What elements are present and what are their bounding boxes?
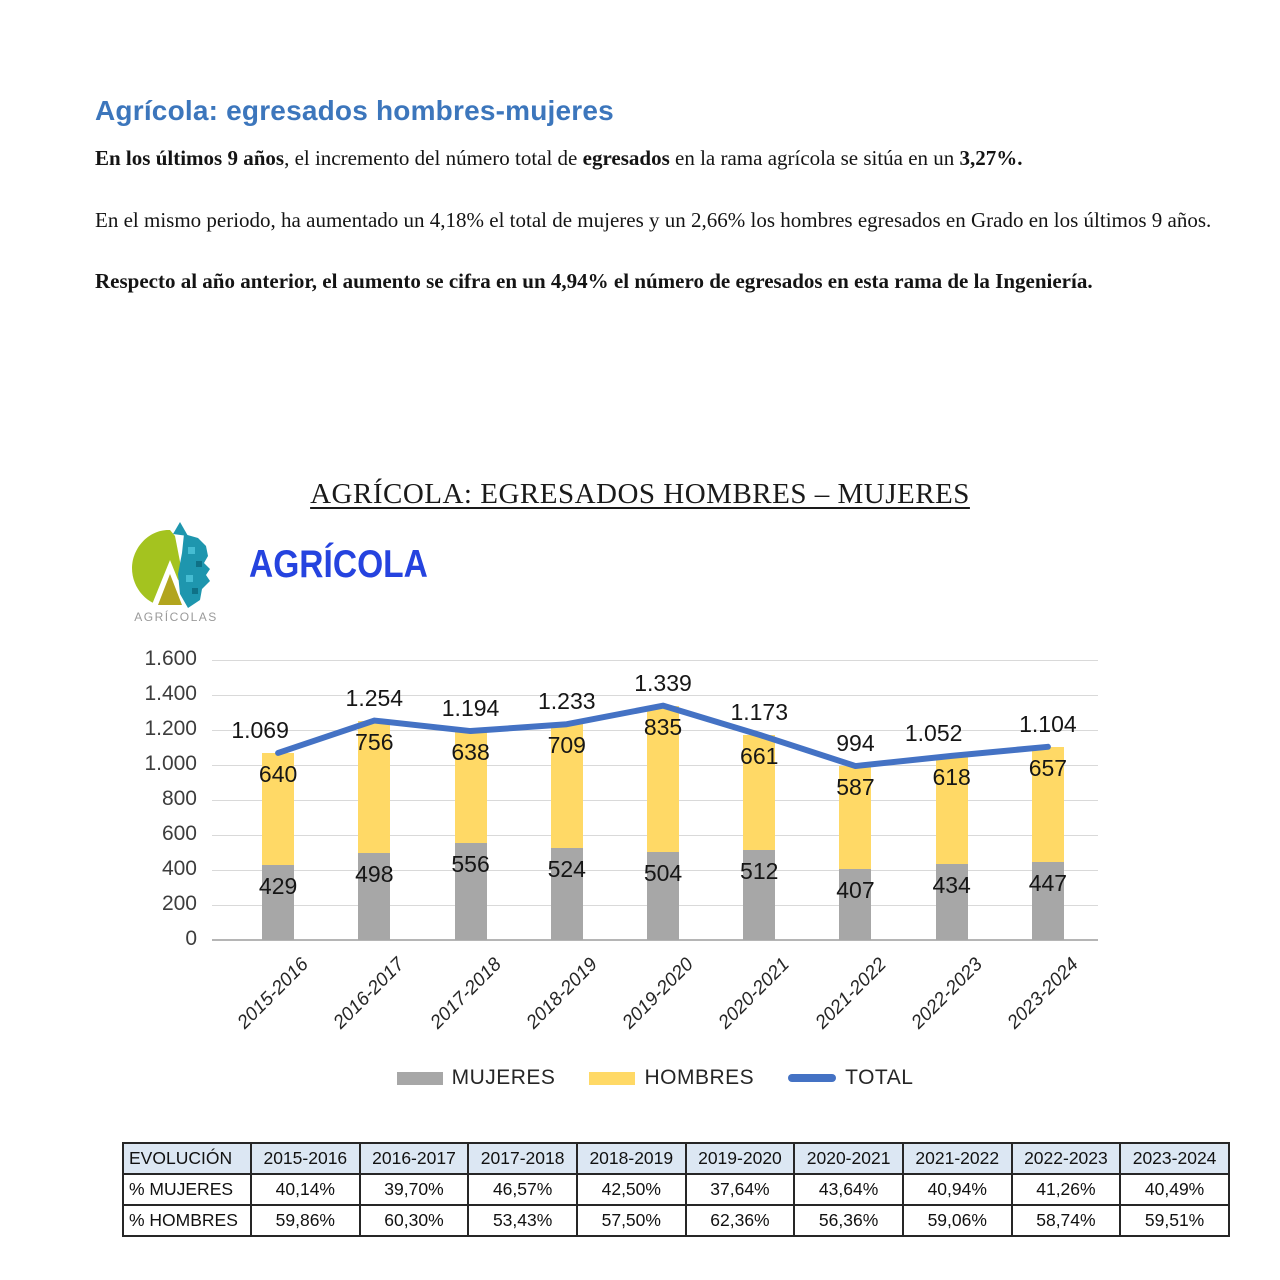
table-header-cell: 2018-2019 xyxy=(577,1143,686,1174)
table-cell: 42,50% xyxy=(577,1174,686,1205)
table-cell: 59,51% xyxy=(1120,1205,1229,1236)
legend-item-total xyxy=(788,1066,913,1090)
brand-wordmark: AGRÍCOLA xyxy=(249,543,428,586)
table-cell: 59,86% xyxy=(251,1205,360,1236)
data-label-mujeres: 556 xyxy=(451,850,490,877)
table-cell: 41,26% xyxy=(1012,1174,1121,1205)
table-cell: 56,36% xyxy=(794,1205,903,1236)
intro-text-bold: En los últimos 9 años xyxy=(95,146,285,170)
data-label-hombres: 661 xyxy=(740,742,779,769)
table-cell: 40,94% xyxy=(903,1174,1012,1205)
data-label-hombres: 638 xyxy=(451,739,490,766)
table-header-cell: 2019-2020 xyxy=(686,1143,795,1174)
data-label-mujeres: 407 xyxy=(836,876,875,903)
x-axis-category-label: 2020-2021 xyxy=(714,954,795,1034)
data-label-hombres: 709 xyxy=(547,732,586,759)
data-label-hombres: 756 xyxy=(355,728,394,755)
table-cell: 40,49% xyxy=(1120,1174,1229,1205)
chart-title: AGRÍCOLA: EGRESADOS HOMBRES – MUJERES xyxy=(310,478,970,510)
table-cell: 59,06% xyxy=(903,1205,1012,1236)
data-label-total: 1.069 xyxy=(231,716,289,743)
page-title: Agrícola: egresados hombres-mujeres xyxy=(95,94,614,126)
x-axis-category-label: 2017-2018 xyxy=(426,954,506,1034)
table-cell: 46,57% xyxy=(468,1174,577,1205)
data-label-hombres: 835 xyxy=(643,713,683,740)
y-axis-tick-label: 0 xyxy=(185,927,197,950)
x-axis-category-label: 2021-2022 xyxy=(811,954,891,1034)
legend-swatch-total-icon xyxy=(788,1074,836,1082)
evolution-table-wrap xyxy=(122,1142,1228,1237)
x-axis-category-label: 2022-2023 xyxy=(907,954,987,1034)
table-cell: 40,14% xyxy=(251,1174,360,1205)
logo-caption: AGRÍCOLAS xyxy=(134,610,218,624)
table-cell: 43,64% xyxy=(794,1174,903,1205)
data-label-total: 994 xyxy=(836,730,875,757)
data-label-hombres: 657 xyxy=(1028,754,1068,781)
data-label-mujeres: 498 xyxy=(355,860,394,887)
table-cell: 53,43% xyxy=(468,1205,577,1236)
table-cell: 37,64% xyxy=(686,1174,795,1205)
x-axis-category-label: 2018-2019 xyxy=(522,954,602,1034)
legend-label: TOTAL xyxy=(845,1066,914,1089)
intro-text-bold: Respecto al año anterior, el aumento se cifra en un 4,94% el número de egresados en esta rama de la Ingeniería. xyxy=(95,269,1093,293)
y-axis-tick-label: 800 xyxy=(161,787,197,810)
table-header-cell: 2020-2021 xyxy=(794,1143,903,1174)
data-label-mujeres: 429 xyxy=(258,872,298,899)
intro-text-bold: egresados xyxy=(582,146,670,170)
data-label-mujeres: 434 xyxy=(932,872,971,899)
data-label-mujeres: 504 xyxy=(643,859,683,886)
table-cell: 60,30% xyxy=(360,1205,469,1236)
data-label-hombres: 618 xyxy=(932,763,971,790)
data-label-mujeres: 447 xyxy=(1028,869,1068,896)
y-axis-tick-label: 1.200 xyxy=(144,717,197,740)
legend-item-hombres xyxy=(589,1066,754,1090)
table-header-cell: EVOLUCIÓN xyxy=(123,1143,251,1174)
y-axis-tick-label: 1.600 xyxy=(144,647,197,670)
table-row xyxy=(123,1205,1229,1236)
table-cell: 39,70% xyxy=(360,1174,469,1205)
chart-legend xyxy=(212,1066,1098,1090)
data-label-total: 1.339 xyxy=(634,669,692,696)
legend-item-mujeres xyxy=(397,1066,556,1090)
data-label-mujeres: 524 xyxy=(547,856,586,883)
legend-label: MUJERES xyxy=(451,1066,556,1089)
table-header-cell: 2021-2022 xyxy=(903,1143,1012,1174)
table-header-cell: 2015-2016 xyxy=(251,1143,360,1174)
table-cell: 58,74% xyxy=(1012,1205,1121,1236)
table-row-label: % MUJERES xyxy=(123,1174,251,1205)
evolution-table xyxy=(122,1142,1230,1237)
data-label-total: 1.052 xyxy=(904,719,963,746)
y-axis-tick-label: 400 xyxy=(161,857,197,880)
data-label-hombres: 587 xyxy=(836,774,875,801)
table-cell: 57,50% xyxy=(577,1205,686,1236)
data-label-mujeres: 512 xyxy=(740,858,779,885)
table-cell: 62,36% xyxy=(686,1205,795,1236)
y-axis-tick-label: 1.000 xyxy=(144,752,197,775)
y-axis-tick-label: 1.400 xyxy=(144,682,197,705)
intro-text: En el mismo periodo, ha aumentado un 4,18% el total de mujeres y un 2,66% los hombres egresados en Grado en los últimos 9 años. xyxy=(95,207,1212,232)
table-header-cell: 2016-2017 xyxy=(360,1143,469,1174)
data-label-total: 1.194 xyxy=(441,695,500,722)
table-header-cell: 2022-2023 xyxy=(1012,1143,1121,1174)
y-axis-tick-label: 600 xyxy=(161,822,197,845)
data-label-total: 1.104 xyxy=(1019,710,1077,737)
x-axis-category-label: 2019-2020 xyxy=(618,954,698,1034)
table-row-label: % HOMBRES xyxy=(123,1205,251,1236)
data-label-hombres: 640 xyxy=(258,760,298,787)
intro-text-bold: 3,27%. xyxy=(959,146,1023,170)
x-axis-category-label: 2023-2024 xyxy=(1003,954,1083,1034)
legend-swatch-mujeres-icon xyxy=(397,1072,443,1085)
table-row xyxy=(123,1174,1229,1205)
legend-label: HOMBRES xyxy=(644,1066,755,1089)
data-label-total: 1.254 xyxy=(345,684,404,711)
x-axis-category-label: 2016-2017 xyxy=(330,954,410,1034)
data-label-total: 1.233 xyxy=(537,688,596,715)
legend-swatch-hombres-icon xyxy=(589,1072,635,1085)
intro-text: en la rama agrícola se sitúa en un xyxy=(669,146,960,170)
intro-text: , el incremento del número total de xyxy=(284,146,583,170)
table-header-cell: 2017-2018 xyxy=(468,1143,577,1174)
table-header-cell: 2023-2024 xyxy=(1120,1143,1229,1174)
data-label-total: 1.173 xyxy=(730,698,788,725)
y-axis-tick-label: 200 xyxy=(161,892,197,915)
x-axis-category-label: 2015-2016 xyxy=(233,954,313,1034)
table-header-row xyxy=(123,1143,1229,1174)
